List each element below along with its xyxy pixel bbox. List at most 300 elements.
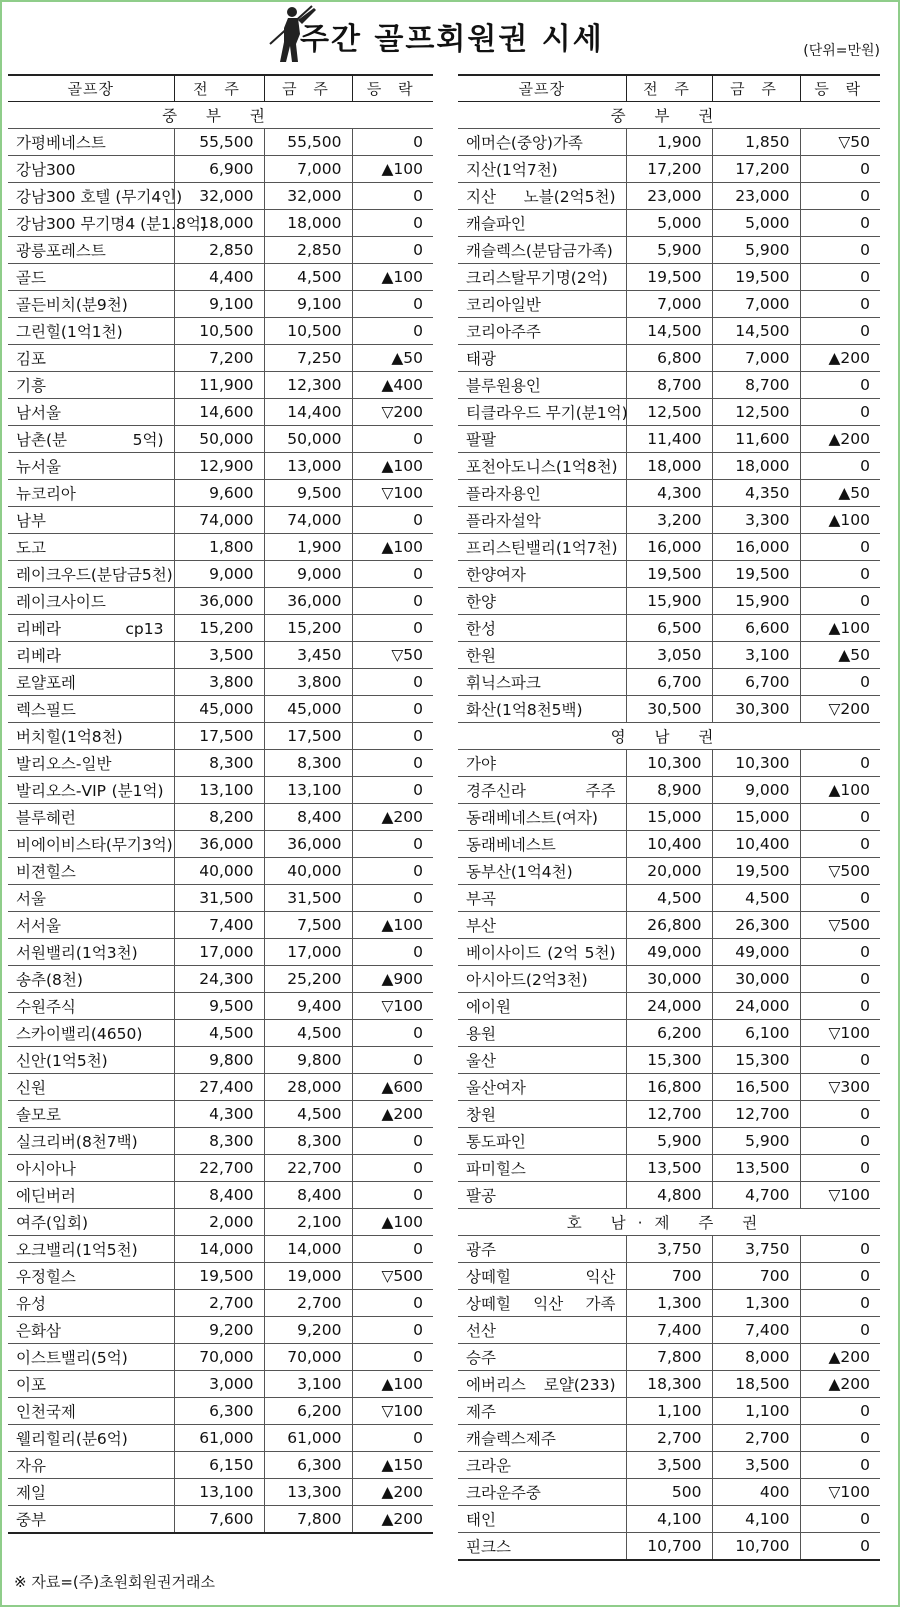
curr-price: 19,500: [712, 561, 800, 588]
price-change: 0: [352, 1317, 433, 1344]
course-name: 팔공: [458, 1182, 626, 1209]
table-row: [458, 1398, 880, 1425]
price-change: 0: [352, 183, 433, 210]
table-row: [458, 1020, 880, 1047]
course-name: 부곡: [458, 885, 626, 912]
prev-price: 20,000: [626, 858, 712, 885]
curr-price: 55,500: [264, 129, 352, 156]
course-name: 유성: [8, 1290, 174, 1317]
curr-price: 6,600: [712, 615, 800, 642]
course-name: 프리스틴밸리(1억7천): [458, 534, 626, 561]
table-row: [458, 453, 880, 480]
table-row: [458, 426, 880, 453]
price-change: ▽100: [352, 1398, 433, 1425]
prev-price: 30,000: [626, 966, 712, 993]
course-name: 서서울: [8, 912, 174, 939]
prev-price: 61,000: [174, 1425, 264, 1452]
curr-price: 7,500: [264, 912, 352, 939]
prev-price: 19,500: [626, 561, 712, 588]
course-name: 에버리스 로얄(233): [458, 1371, 626, 1398]
table-row: [8, 1101, 433, 1128]
table-row: [8, 318, 433, 345]
course-name: 지산 노블(2억5천): [458, 183, 626, 210]
curr-price: 3,100: [264, 1371, 352, 1398]
prev-price: 11,400: [626, 426, 712, 453]
course-name: 동래베네스트: [458, 831, 626, 858]
price-change: ▲100: [352, 1209, 433, 1236]
course-name: 송추(8천): [8, 966, 174, 993]
price-change: ▲100: [352, 156, 433, 183]
table-row: [458, 1425, 880, 1452]
course-name: 플라자설악: [458, 507, 626, 534]
table-row: [458, 1236, 880, 1263]
course-name: 선산: [458, 1317, 626, 1344]
course-name: 동래베네스트(여자): [458, 804, 626, 831]
table-row: [8, 1155, 433, 1182]
table-row: [8, 1263, 433, 1290]
curr-price: 5,900: [712, 1128, 800, 1155]
course-name: 레이크우드(분담금5천): [8, 561, 174, 588]
prev-price: 9,600: [174, 480, 264, 507]
prev-price: 6,150: [174, 1452, 264, 1479]
course-name: 상떼힐 익산: [458, 1263, 626, 1290]
price-change: 0: [800, 291, 880, 318]
table-row: [458, 642, 880, 669]
table-row: [458, 993, 880, 1020]
price-change: ▽100: [352, 480, 433, 507]
course-name: 실크리버(8천7백): [8, 1128, 174, 1155]
curr-price: 6,300: [264, 1452, 352, 1479]
table-row: [458, 183, 880, 210]
price-change: 0: [800, 237, 880, 264]
curr-price: 49,000: [712, 939, 800, 966]
table-row: [458, 966, 880, 993]
prev-price: 22,700: [174, 1155, 264, 1182]
course-name: 솔모로: [8, 1101, 174, 1128]
table-row: [8, 1128, 433, 1155]
table-row: [8, 507, 433, 534]
table-row: [458, 1101, 880, 1128]
prev-price: 24,000: [626, 993, 712, 1020]
price-change: 0: [800, 399, 880, 426]
curr-price: 8,400: [264, 1182, 352, 1209]
curr-price: 13,100: [264, 777, 352, 804]
curr-price: 19,500: [712, 264, 800, 291]
price-change: 0: [800, 1425, 880, 1452]
table-row: [458, 345, 880, 372]
table-row: [8, 939, 433, 966]
course-name: 블루헤런: [8, 804, 174, 831]
prev-price: 500: [626, 1479, 712, 1506]
course-name: 지산(1억7천): [458, 156, 626, 183]
prev-price: 8,300: [174, 750, 264, 777]
table-row: [8, 480, 433, 507]
course-name: 에이원: [458, 993, 626, 1020]
course-name: 광릉포레스트: [8, 237, 174, 264]
table-row: [8, 561, 433, 588]
course-name: 뉴서울: [8, 453, 174, 480]
table-row: [8, 1236, 433, 1263]
curr-price: 9,100: [264, 291, 352, 318]
price-change: ▽200: [352, 399, 433, 426]
price-change: 0: [352, 1182, 433, 1209]
price-change: 0: [352, 1155, 433, 1182]
course-name: 수원주식: [8, 993, 174, 1020]
region-row: [458, 102, 880, 129]
curr-price: 8,700: [712, 372, 800, 399]
right-price-table: [458, 74, 880, 1561]
curr-price: 7,000: [712, 345, 800, 372]
curr-price: 14,500: [712, 318, 800, 345]
price-change: ▲200: [800, 1344, 880, 1371]
curr-price: 13,300: [264, 1479, 352, 1506]
curr-price: 9,200: [264, 1317, 352, 1344]
prev-price: 3,800: [174, 669, 264, 696]
table-row: [8, 993, 433, 1020]
curr-price: 74,000: [264, 507, 352, 534]
prev-price: 6,800: [626, 345, 712, 372]
table-row: [8, 858, 433, 885]
price-change: 0: [800, 1263, 880, 1290]
header-course: 골프장: [458, 75, 626, 102]
table-row: [8, 669, 433, 696]
price-change: 0: [352, 1020, 433, 1047]
prev-price: 7,600: [174, 1506, 264, 1534]
table-row: [458, 372, 880, 399]
curr-price: 7,800: [264, 1506, 352, 1534]
prev-price: 26,800: [626, 912, 712, 939]
price-change: ▲200: [800, 1371, 880, 1398]
curr-price: 4,500: [264, 264, 352, 291]
prev-price: 7,200: [174, 345, 264, 372]
table-row: [8, 372, 433, 399]
table-row: [8, 1344, 433, 1371]
curr-price: 4,500: [712, 885, 800, 912]
curr-price: 6,200: [264, 1398, 352, 1425]
course-name: 강남300: [8, 156, 174, 183]
curr-price: 19,000: [264, 1263, 352, 1290]
curr-price: 15,900: [712, 588, 800, 615]
prev-price: 4,800: [626, 1182, 712, 1209]
table-row: [458, 129, 880, 156]
curr-price: 13,500: [712, 1155, 800, 1182]
table-row: [458, 561, 880, 588]
curr-price: 2,100: [264, 1209, 352, 1236]
prev-price: 13,100: [174, 1479, 264, 1506]
curr-price: 8,300: [264, 750, 352, 777]
table-row: [8, 615, 433, 642]
course-name: 리베라 cp13: [8, 615, 174, 642]
prev-price: 5,900: [626, 237, 712, 264]
curr-price: 5,000: [712, 210, 800, 237]
table-header: [458, 75, 880, 102]
table-row: [8, 453, 433, 480]
price-change: 0: [352, 210, 433, 237]
prev-price: 40,000: [174, 858, 264, 885]
prev-price: 1,100: [626, 1398, 712, 1425]
course-name: 한원: [458, 642, 626, 669]
header-change: 등 락: [352, 75, 433, 102]
price-change: 0: [800, 588, 880, 615]
price-change: 0: [800, 1533, 880, 1561]
curr-price: 9,000: [264, 561, 352, 588]
prev-price: 13,500: [626, 1155, 712, 1182]
price-change: 0: [800, 1128, 880, 1155]
table-row: [8, 1452, 433, 1479]
course-name: 동부산(1억4천): [458, 858, 626, 885]
price-change: 0: [352, 507, 433, 534]
prev-price: 3,750: [626, 1236, 712, 1263]
course-name: 캐슬렉스(분담금가족): [458, 237, 626, 264]
prev-price: 10,400: [626, 831, 712, 858]
curr-price: 3,300: [712, 507, 800, 534]
header-prev: 전 주: [174, 75, 264, 102]
course-name: 레이크사이드: [8, 588, 174, 615]
course-name: 베이사이드 (2억 5천): [458, 939, 626, 966]
curr-price: 26,300: [712, 912, 800, 939]
prev-price: 6,700: [626, 669, 712, 696]
course-name: 부산: [458, 912, 626, 939]
source-note: ※ 자료=(주)초원회원권거래소: [14, 1573, 215, 1591]
price-change: ▲200: [800, 426, 880, 453]
prev-price: 9,200: [174, 1317, 264, 1344]
curr-price: 6,700: [712, 669, 800, 696]
prev-price: 5,900: [626, 1128, 712, 1155]
prev-price: 9,800: [174, 1047, 264, 1074]
price-change: 0: [800, 561, 880, 588]
prev-price: 70,000: [174, 1344, 264, 1371]
price-change: ▽500: [800, 858, 880, 885]
curr-price: 61,000: [264, 1425, 352, 1452]
table-row: [8, 1317, 433, 1344]
table-row: [8, 777, 433, 804]
prev-price: 14,600: [174, 399, 264, 426]
course-name: 한양: [458, 588, 626, 615]
course-name: 제주: [458, 1398, 626, 1425]
table-row: [458, 831, 880, 858]
prev-price: 18,300: [626, 1371, 712, 1398]
course-name: 화산(1억8천5백): [458, 696, 626, 723]
prev-price: 6,300: [174, 1398, 264, 1425]
prev-price: 4,300: [174, 1101, 264, 1128]
curr-price: 9,500: [264, 480, 352, 507]
course-name: 아시아드(2억3천): [458, 966, 626, 993]
course-name: 스카이밸리(4650): [8, 1020, 174, 1047]
course-name: 오크밸리(1억5천): [8, 1236, 174, 1263]
prev-price: 31,500: [174, 885, 264, 912]
price-change: ▲100: [352, 534, 433, 561]
prev-price: 18,000: [174, 210, 264, 237]
curr-price: 28,000: [264, 1074, 352, 1101]
table-row: [8, 237, 433, 264]
curr-price: 14,400: [264, 399, 352, 426]
course-name: 캐슬렉스제주: [458, 1425, 626, 1452]
curr-price: 4,500: [264, 1101, 352, 1128]
price-change: ▽200: [800, 696, 880, 723]
prev-price: 10,700: [626, 1533, 712, 1561]
prev-price: 15,200: [174, 615, 264, 642]
curr-price: 3,100: [712, 642, 800, 669]
table-row: [8, 1290, 433, 1317]
prev-price: 10,500: [174, 318, 264, 345]
prev-price: 12,500: [626, 399, 712, 426]
price-change: ▲50: [352, 345, 433, 372]
prev-price: 4,400: [174, 264, 264, 291]
prev-price: 11,900: [174, 372, 264, 399]
prev-price: 8,200: [174, 804, 264, 831]
course-name: 크라운주중: [458, 1479, 626, 1506]
curr-price: 25,200: [264, 966, 352, 993]
course-name: 신원: [8, 1074, 174, 1101]
course-name: 강남300 호텔 (무기4인): [8, 183, 174, 210]
price-change: ▲100: [352, 264, 433, 291]
course-name: 용원: [458, 1020, 626, 1047]
course-name: 가야: [458, 750, 626, 777]
prev-price: 17,000: [174, 939, 264, 966]
curr-price: 2,700: [264, 1290, 352, 1317]
curr-price: 5,900: [712, 237, 800, 264]
price-change: ▲100: [800, 507, 880, 534]
table-row: [458, 1506, 880, 1533]
course-name: 창원: [458, 1101, 626, 1128]
course-name: 핀크스: [458, 1533, 626, 1561]
price-change: ▽500: [800, 912, 880, 939]
table-row: [8, 1371, 433, 1398]
course-name: 강남300 무기명4 (분1.8억): [8, 210, 174, 237]
table-row: [8, 966, 433, 993]
course-name: 상떼힐 익산 가족: [458, 1290, 626, 1317]
price-change: ▲200: [352, 1479, 433, 1506]
curr-price: 50,000: [264, 426, 352, 453]
table-row: [458, 237, 880, 264]
prev-price: 6,500: [626, 615, 712, 642]
prev-price: 18,000: [626, 453, 712, 480]
prev-price: 2,700: [626, 1425, 712, 1452]
price-change: 0: [800, 993, 880, 1020]
price-change: ▽50: [800, 129, 880, 156]
price-change: ▽300: [800, 1074, 880, 1101]
course-name: 그린힐(1억1천): [8, 318, 174, 345]
price-change: 0: [800, 1101, 880, 1128]
curr-price: 700: [712, 1263, 800, 1290]
price-change: ▲100: [800, 777, 880, 804]
course-name: 골든비치(분9천): [8, 291, 174, 318]
course-name: 버치힐(1억8천): [8, 723, 174, 750]
price-change: ▽50: [352, 642, 433, 669]
table-row: [8, 912, 433, 939]
region-label: 영 남 권: [458, 723, 880, 750]
price-change: ▲50: [800, 642, 880, 669]
table-row: [458, 939, 880, 966]
course-name: 팔팔: [458, 426, 626, 453]
curr-price: 7,250: [264, 345, 352, 372]
table-row: [8, 1074, 433, 1101]
price-change: 0: [800, 831, 880, 858]
course-name: 크라운: [458, 1452, 626, 1479]
prev-price: 24,300: [174, 966, 264, 993]
price-change: ▲600: [352, 1074, 433, 1101]
prev-price: 15,000: [626, 804, 712, 831]
price-change: 0: [352, 426, 433, 453]
price-change: 0: [800, 1236, 880, 1263]
table-row: [458, 669, 880, 696]
curr-price: 7,000: [264, 156, 352, 183]
table-row: [8, 723, 433, 750]
course-name: 중부: [8, 1506, 174, 1534]
price-change: 0: [352, 1344, 433, 1371]
table-row: [458, 264, 880, 291]
table-row: [458, 210, 880, 237]
prev-price: 8,700: [626, 372, 712, 399]
prev-price: 36,000: [174, 831, 264, 858]
price-change: ▽100: [800, 1479, 880, 1506]
curr-price: 18,500: [712, 1371, 800, 1398]
header: [0, 0, 900, 72]
course-name: 태광: [458, 345, 626, 372]
table-row: [458, 885, 880, 912]
course-name: 기흥: [8, 372, 174, 399]
course-name: 포천아도니스(1억8천): [458, 453, 626, 480]
curr-price: 31,500: [264, 885, 352, 912]
price-change: 0: [800, 966, 880, 993]
header-prev: 전 주: [626, 75, 712, 102]
prev-price: 3,000: [174, 1371, 264, 1398]
prev-price: 36,000: [174, 588, 264, 615]
curr-price: 4,100: [712, 1506, 800, 1533]
price-change: 0: [800, 885, 880, 912]
table-row: [458, 156, 880, 183]
price-change: ▽500: [352, 1263, 433, 1290]
curr-price: 17,500: [264, 723, 352, 750]
region-label: 호 남·제 주 권: [458, 1209, 880, 1236]
table-row: [8, 129, 433, 156]
price-change: 0: [800, 318, 880, 345]
table-row: [458, 1263, 880, 1290]
price-change: 0: [352, 885, 433, 912]
course-name: 아시아나: [8, 1155, 174, 1182]
prev-price: 8,300: [174, 1128, 264, 1155]
price-change: 0: [800, 264, 880, 291]
course-name: 비젼힐스: [8, 858, 174, 885]
table-row: [458, 291, 880, 318]
table-row: [458, 1074, 880, 1101]
prev-price: 17,200: [626, 156, 712, 183]
curr-price: 8,400: [264, 804, 352, 831]
curr-price: 15,200: [264, 615, 352, 642]
price-change: 0: [352, 777, 433, 804]
price-change: ▲200: [352, 804, 433, 831]
unit-note: (단위=만원): [803, 43, 880, 59]
price-change: 0: [800, 1452, 880, 1479]
price-change: 0: [352, 588, 433, 615]
price-change: 0: [352, 1236, 433, 1263]
prev-price: 7,800: [626, 1344, 712, 1371]
price-change: 0: [352, 858, 433, 885]
price-change: 0: [352, 750, 433, 777]
course-name: 남촌(분 5억): [8, 426, 174, 453]
price-change: 0: [800, 156, 880, 183]
table-header: [8, 75, 433, 102]
curr-price: 23,000: [712, 183, 800, 210]
header-curr: 금 주: [712, 75, 800, 102]
table-row: [458, 588, 880, 615]
table-row: [458, 318, 880, 345]
curr-price: 8,300: [264, 1128, 352, 1155]
price-change: 0: [352, 318, 433, 345]
price-change: 0: [352, 939, 433, 966]
prev-price: 50,000: [174, 426, 264, 453]
table-row: [8, 804, 433, 831]
